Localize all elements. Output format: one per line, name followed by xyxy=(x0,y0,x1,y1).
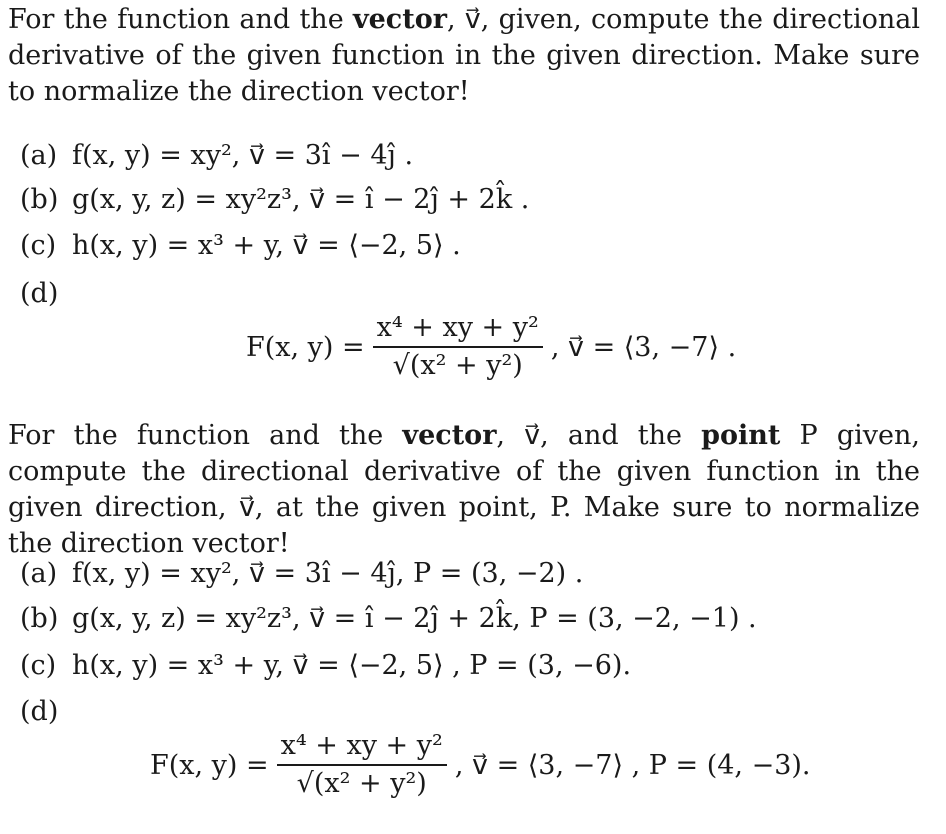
item-label: (b) xyxy=(20,603,59,634)
section2-instructions xyxy=(8,418,920,562)
section2-item-b xyxy=(20,601,757,637)
equation-rhs: , v⃗ = ⟨3, −7⟩ , P = (4, −3). xyxy=(454,749,811,781)
item-label: (d) xyxy=(20,278,59,309)
fraction-numerator: x⁴ + xy + y² xyxy=(376,312,539,343)
equation-lhs: F(x, y) = xyxy=(246,331,365,363)
item-label: (c) xyxy=(20,650,57,681)
section1-instructions xyxy=(8,2,920,110)
equation-fraction xyxy=(277,730,447,800)
item-expression: g(x, y, z) = xy²z³, v⃗ = î − 2ĵ + 2k̂ . xyxy=(72,184,530,215)
item-label: (a) xyxy=(20,140,58,171)
section2-item-c xyxy=(20,648,631,684)
section2-text-part3: P given, compute the directional derivative of the given function in the given direction, v⃗, at the given point, P. Make sure to normalize the direction vector! xyxy=(8,420,920,559)
item-expression: f(x, y) = xy², v⃗ = 3î − 4ĵ . xyxy=(72,140,414,171)
item-expression: h(x, y) = x³ + y, v⃗ = ⟨−2, 5⟩ , P = (3, −6). xyxy=(72,650,632,681)
section1-display-equation xyxy=(246,312,736,382)
section1-text-part1: For the function and the xyxy=(8,4,353,35)
item-label: (a) xyxy=(20,558,58,589)
section1-item-b xyxy=(20,182,529,218)
section1-item-c xyxy=(20,228,461,264)
section1-text-part2: , v⃗, given, compute the directional derivative of the given function in the given direction. Make sure to normalize the direction vector! xyxy=(8,4,920,107)
item-label: (b) xyxy=(20,184,59,215)
equation-lhs: F(x, y) = xyxy=(150,749,269,781)
section2-text-part2: , v⃗, and the xyxy=(496,420,702,451)
section2-item-d xyxy=(20,694,72,730)
section1-bold-vector: vector xyxy=(352,4,447,35)
item-label: (d) xyxy=(20,696,59,727)
item-label: (c) xyxy=(20,230,57,261)
section2-item-a xyxy=(20,556,583,592)
section2-display-equation xyxy=(150,730,810,800)
item-expression: h(x, y) = x³ + y, v⃗ = ⟨−2, 5⟩ . xyxy=(72,230,461,261)
section1-item-a xyxy=(20,138,413,174)
equation-rhs: , v⃗ = ⟨3, −7⟩ . xyxy=(550,331,737,363)
equation-fraction xyxy=(373,312,543,382)
fraction-numerator: x⁴ + xy + y² xyxy=(280,730,443,761)
section2-bold-point: point xyxy=(701,420,781,451)
section1-item-d xyxy=(20,276,72,312)
section2-bold-vector: vector xyxy=(402,420,497,451)
fraction-denominator: √(x² + y²) xyxy=(392,350,523,381)
section2-text-part1: For the function and the xyxy=(8,420,403,451)
fraction-denominator: √(x² + y²) xyxy=(296,768,427,799)
item-expression: g(x, y, z) = xy²z³, v⃗ = î − 2ĵ + 2k̂, P = (3, −2, −1) . xyxy=(72,603,757,634)
item-expression: f(x, y) = xy², v⃗ = 3î − 4ĵ, P = (3, −2) . xyxy=(72,558,584,589)
